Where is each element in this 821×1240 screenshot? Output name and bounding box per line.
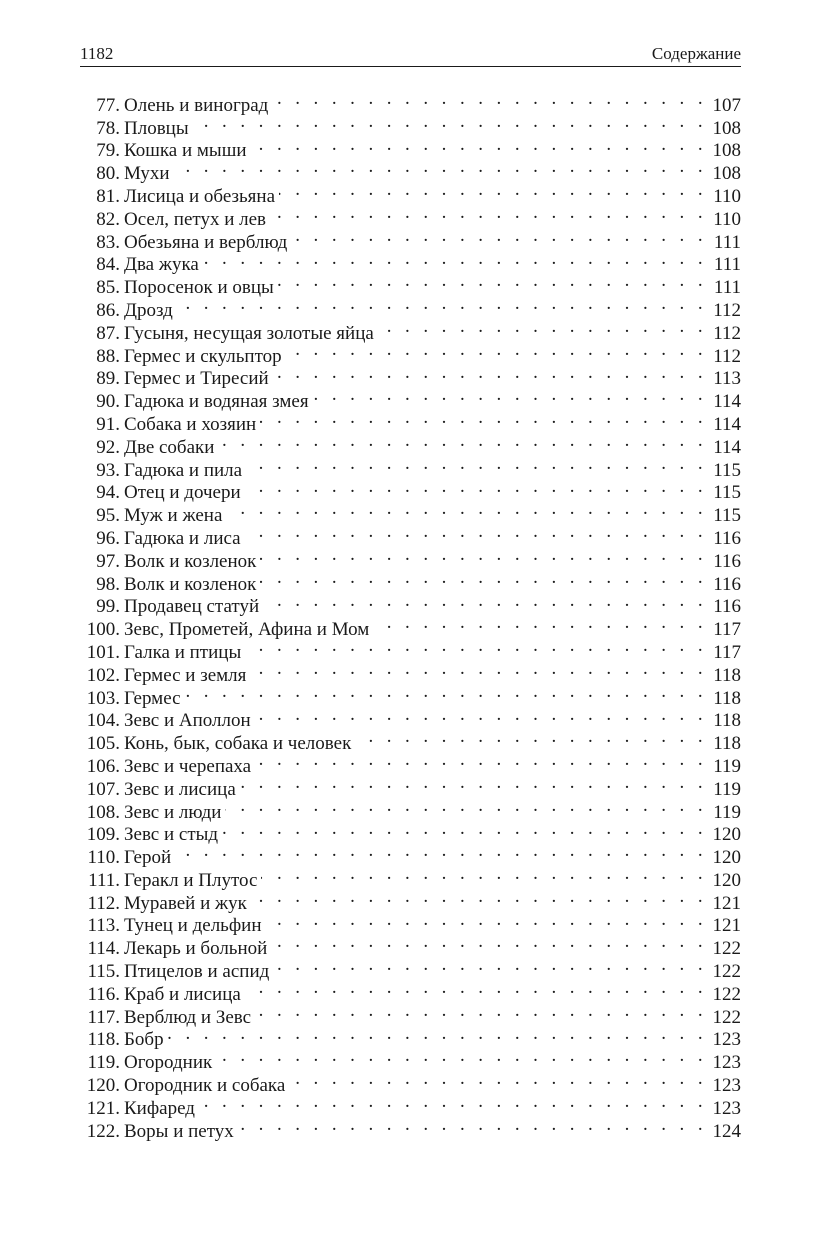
dot-leader xyxy=(313,384,707,407)
dot-leader xyxy=(273,954,707,977)
toc-entry-title: Волк и козленок xyxy=(124,550,257,572)
dot-leader xyxy=(203,248,707,271)
toc-entry-page: 108 xyxy=(712,117,741,139)
toc-entry-page: 117 xyxy=(713,619,741,641)
toc-entry-title: Зевс и стыд xyxy=(124,824,219,846)
dot-leader xyxy=(238,1114,707,1137)
toc-entry-page: 116 xyxy=(713,527,741,549)
toc-entry-title: Тунец и дельфин xyxy=(124,915,262,937)
dot-leader xyxy=(222,818,707,841)
toc-entry-number: 96. xyxy=(96,527,120,549)
toc-entry-page: 110 xyxy=(713,208,741,230)
toc-entry-title: Обезьяна и верблюд xyxy=(124,231,288,253)
toc-entry-title: Огородник и собака xyxy=(124,1075,286,1097)
toc-entry-number: 83. xyxy=(96,231,120,253)
toc-entry-page: 122 xyxy=(712,983,741,1005)
dot-leader xyxy=(289,1068,707,1091)
toc-entry-title: Осел, петух и лев xyxy=(124,208,267,230)
toc-entry xyxy=(80,840,741,869)
running-head: Содержание xyxy=(651,44,741,63)
toc-entry-number: 117. xyxy=(87,1006,120,1028)
toc-entry xyxy=(80,1045,741,1074)
dot-leader xyxy=(251,886,707,909)
toc-entry-page: 123 xyxy=(712,1052,741,1074)
toc-entry-page: 120 xyxy=(712,824,741,846)
toc-entry-title: Два жука xyxy=(124,254,199,276)
toc-entry-page: 107 xyxy=(712,94,741,116)
toc-entry-number: 88. xyxy=(96,345,120,367)
toc-entry-page: 111 xyxy=(713,277,741,299)
toc-entry-title: Огородник xyxy=(124,1052,213,1074)
toc-entry-number: 105. xyxy=(86,733,120,755)
dot-leader xyxy=(266,909,708,932)
toc-entry-page: 123 xyxy=(712,1029,741,1051)
toc-entry-number: 80. xyxy=(96,163,120,185)
toc-entry-title: Олень и виноград xyxy=(124,94,269,116)
toc-entry-page: 122 xyxy=(712,961,741,983)
dot-leader xyxy=(378,316,707,339)
toc-entry-number: 104. xyxy=(86,710,120,732)
dot-leader xyxy=(225,795,707,818)
dot-leader xyxy=(279,179,707,202)
dot-leader xyxy=(185,681,707,704)
dot-leader xyxy=(177,293,707,316)
toc-entry-number: 119. xyxy=(87,1052,120,1074)
toc-entry-number: 103. xyxy=(86,687,120,709)
dot-leader xyxy=(291,225,707,248)
toc-entry-title: Гадюка и лиса xyxy=(124,527,241,549)
toc-entry-title: Галка и птицы xyxy=(124,641,242,663)
toc-entry-page: 119 xyxy=(713,801,741,823)
toc-entry-page: 118 xyxy=(713,733,741,755)
dot-leader xyxy=(373,612,707,635)
toc-entry-page: 110 xyxy=(713,185,741,207)
toc-entry-page: 108 xyxy=(712,163,741,185)
dot-leader xyxy=(261,863,707,886)
toc-entry-title: Конь, бык, собака и человек xyxy=(124,733,352,755)
dot-leader xyxy=(263,590,707,613)
toc-entry-page: 114 xyxy=(713,436,741,458)
toc-entry-page: 113 xyxy=(713,368,741,390)
toc-entry-number: 122. xyxy=(86,1120,120,1142)
toc-entry-page: 114 xyxy=(713,391,741,413)
table-of-contents xyxy=(80,88,741,1142)
toc-entry-page: 112 xyxy=(713,299,741,321)
toc-entry-title: Дрозд xyxy=(124,299,173,321)
dot-leader xyxy=(174,156,707,179)
dot-leader xyxy=(255,704,707,727)
toc-entry-number: 109. xyxy=(86,824,120,846)
dot-leader xyxy=(251,134,708,157)
toc-entry-number: 107. xyxy=(86,778,120,800)
toc-entry-title: Птицелов и аспид xyxy=(124,961,270,983)
toc-entry-page: 118 xyxy=(713,664,741,686)
toc-entry-number: 110. xyxy=(87,847,120,869)
dot-leader xyxy=(168,1023,707,1046)
toc-entry-number: 97. xyxy=(96,550,120,572)
dot-leader xyxy=(245,635,707,658)
toc-entry-number: 92. xyxy=(96,436,120,458)
toc-entry-title: Волк и козленок xyxy=(124,573,257,595)
toc-entry-title: Гадюка и водяная змея xyxy=(124,391,309,413)
toc-entry-page: 123 xyxy=(712,1097,741,1119)
page-number: 1182 xyxy=(80,44,114,63)
toc-entry-title: Зевс и люди xyxy=(124,801,222,823)
dot-leader xyxy=(273,362,707,385)
toc-entry-title: Герой xyxy=(124,847,172,869)
toc-entry-title: Гермес xyxy=(124,687,181,709)
dot-leader xyxy=(193,111,707,134)
dot-leader xyxy=(255,749,707,772)
toc-entry-number: 89. xyxy=(96,368,120,390)
toc-entry-number: 87. xyxy=(96,322,120,344)
toc-entry-number: 116. xyxy=(87,983,120,1005)
toc-entry-page: 111 xyxy=(713,254,741,276)
toc-entry-title: Геракл и Плутос xyxy=(124,869,258,891)
toc-entry-page: 119 xyxy=(713,755,741,777)
toc-entry-number: 114. xyxy=(87,938,120,960)
toc-entry-title: Муж и жена xyxy=(124,505,223,527)
toc-entry-page: 123 xyxy=(712,1075,741,1097)
page-header xyxy=(80,44,741,67)
toc-entry-number: 121. xyxy=(86,1097,120,1119)
toc-entry-title: Продавец статуй xyxy=(124,596,260,618)
dot-leader xyxy=(260,544,707,567)
dot-leader xyxy=(240,772,707,795)
toc-entry-page: 112 xyxy=(713,345,741,367)
toc-entry-title: Две собаки xyxy=(124,436,215,458)
toc-entry-title: Гермес и Тиресий xyxy=(124,368,269,390)
toc-entry-page: 118 xyxy=(713,687,741,709)
toc-entry-title: Зевс и Аполлон xyxy=(124,710,251,732)
toc-entry-number: 111. xyxy=(88,869,120,891)
dot-leader xyxy=(245,476,707,499)
toc-entry-page: 116 xyxy=(713,596,741,618)
toc-entry-title: Верблюд и Зевс xyxy=(124,1006,252,1028)
toc-entry-number: 84. xyxy=(96,254,120,276)
toc-entry-number: 102. xyxy=(86,664,120,686)
dot-leader xyxy=(216,1045,707,1068)
toc-entry-number: 90. xyxy=(96,391,120,413)
dot-leader xyxy=(286,339,707,362)
toc-entry xyxy=(80,179,741,207)
toc-entry-number: 100. xyxy=(86,619,120,641)
toc-entry-title: Мухи xyxy=(124,163,170,185)
toc-entry-page: 118 xyxy=(713,710,741,732)
dot-leader xyxy=(226,498,707,521)
toc-entry-number: 85. xyxy=(96,277,120,299)
dot-leader xyxy=(270,202,707,225)
toc-entry-number: 108. xyxy=(86,801,120,823)
toc-entry-title: Зевс и черепаха xyxy=(124,755,252,777)
dot-leader xyxy=(355,726,707,749)
dot-leader xyxy=(260,567,707,590)
dot-leader xyxy=(199,1091,707,1114)
toc-entry-title: Отец и дочери xyxy=(124,482,241,504)
toc-entry-page: 116 xyxy=(713,573,741,595)
dot-leader xyxy=(271,931,707,954)
toc-entry-page: 124 xyxy=(712,1120,741,1142)
toc-entry-page: 111 xyxy=(713,231,741,253)
dot-leader xyxy=(175,840,707,863)
dot-leader xyxy=(250,658,707,681)
toc-entry-number: 95. xyxy=(96,505,120,527)
dot-leader xyxy=(245,977,707,1000)
toc-entry-number: 99. xyxy=(96,596,120,618)
toc-entry-page: 120 xyxy=(712,847,741,869)
toc-entry-title: Лекарь и больной xyxy=(124,938,268,960)
toc-entry-title: Воры и петух xyxy=(124,1120,234,1142)
toc-entry-page: 121 xyxy=(712,915,741,937)
toc-entry-title: Краб и лисица xyxy=(124,983,241,1005)
toc-entry-number: 78. xyxy=(96,117,120,139)
toc-entry-title: Бобр xyxy=(124,1029,164,1051)
toc-entry-title: Гадюка и пила xyxy=(124,459,243,481)
toc-entry-number: 77. xyxy=(96,94,120,116)
toc-entry-title: Муравей и жук xyxy=(124,892,247,914)
toc-entry-number: 101. xyxy=(86,641,120,663)
dot-leader xyxy=(245,521,707,544)
toc-entry-title: Зевс, Прометей, Афина и Мом xyxy=(124,619,370,641)
toc-entry-title: Гусыня, несущая золотые яйца xyxy=(124,322,374,344)
toc-entry-page: 115 xyxy=(713,482,741,504)
toc-entry xyxy=(80,88,741,116)
toc-entry-title: Пловцы xyxy=(124,117,189,139)
toc-entry-page: 120 xyxy=(712,869,741,891)
toc-entry-page: 115 xyxy=(713,459,741,481)
toc-entry-title: Кифаред xyxy=(124,1097,195,1119)
toc-entry-number: 81. xyxy=(96,185,120,207)
toc-entry xyxy=(80,293,741,321)
toc-entry-title: Зевс и лисица xyxy=(124,778,236,800)
dot-leader xyxy=(272,88,707,111)
toc-entry-title: Собака и хозяин xyxy=(124,413,257,435)
toc-entry-number: 86. xyxy=(96,299,120,321)
toc-entry-page: 115 xyxy=(713,505,741,527)
toc-entry-page: 117 xyxy=(713,641,741,663)
toc-entry-number: 91. xyxy=(96,413,120,435)
toc-entry-number: 120. xyxy=(86,1075,120,1097)
toc-entry-number: 115. xyxy=(87,961,120,983)
toc-entry-number: 112. xyxy=(87,892,120,914)
toc-entry xyxy=(80,863,741,891)
toc-entry-page: 121 xyxy=(712,892,741,914)
toc-entry-number: 113. xyxy=(87,915,120,937)
toc-entry-page: 112 xyxy=(713,322,741,344)
toc-entry-page: 114 xyxy=(713,413,741,435)
toc-entry xyxy=(80,156,741,185)
toc-entry-page: 122 xyxy=(712,1006,741,1028)
toc-entry xyxy=(80,316,741,344)
toc-entry-title: Гермес и земля xyxy=(124,664,247,686)
dot-leader xyxy=(278,270,707,293)
toc-entry-number: 82. xyxy=(96,208,120,230)
toc-entry-number: 106. xyxy=(86,755,120,777)
toc-entry-title: Лисица и обезьяна xyxy=(124,185,276,207)
toc-entry-title: Поросенок и овцы xyxy=(124,277,274,299)
toc-entry-page: 108 xyxy=(712,140,741,162)
dot-leader xyxy=(246,453,707,476)
toc-entry-title: Гермес и скульптор xyxy=(124,345,282,367)
toc-entry-page: 119 xyxy=(713,778,741,800)
toc-entry-page: 122 xyxy=(712,938,741,960)
toc-entry-number: 94. xyxy=(96,482,120,504)
toc-entry xyxy=(80,1023,741,1051)
toc-entry-page: 116 xyxy=(713,550,741,572)
dot-leader xyxy=(255,1000,707,1023)
toc-entry-number: 93. xyxy=(96,459,120,481)
dot-leader xyxy=(218,430,707,453)
dot-leader xyxy=(260,407,707,430)
toc-entry-number: 118. xyxy=(87,1029,120,1051)
toc-entry-number: 98. xyxy=(96,573,120,595)
toc-entry-title: Кошка и мыши xyxy=(124,140,247,162)
toc-entry-number: 79. xyxy=(96,140,120,162)
